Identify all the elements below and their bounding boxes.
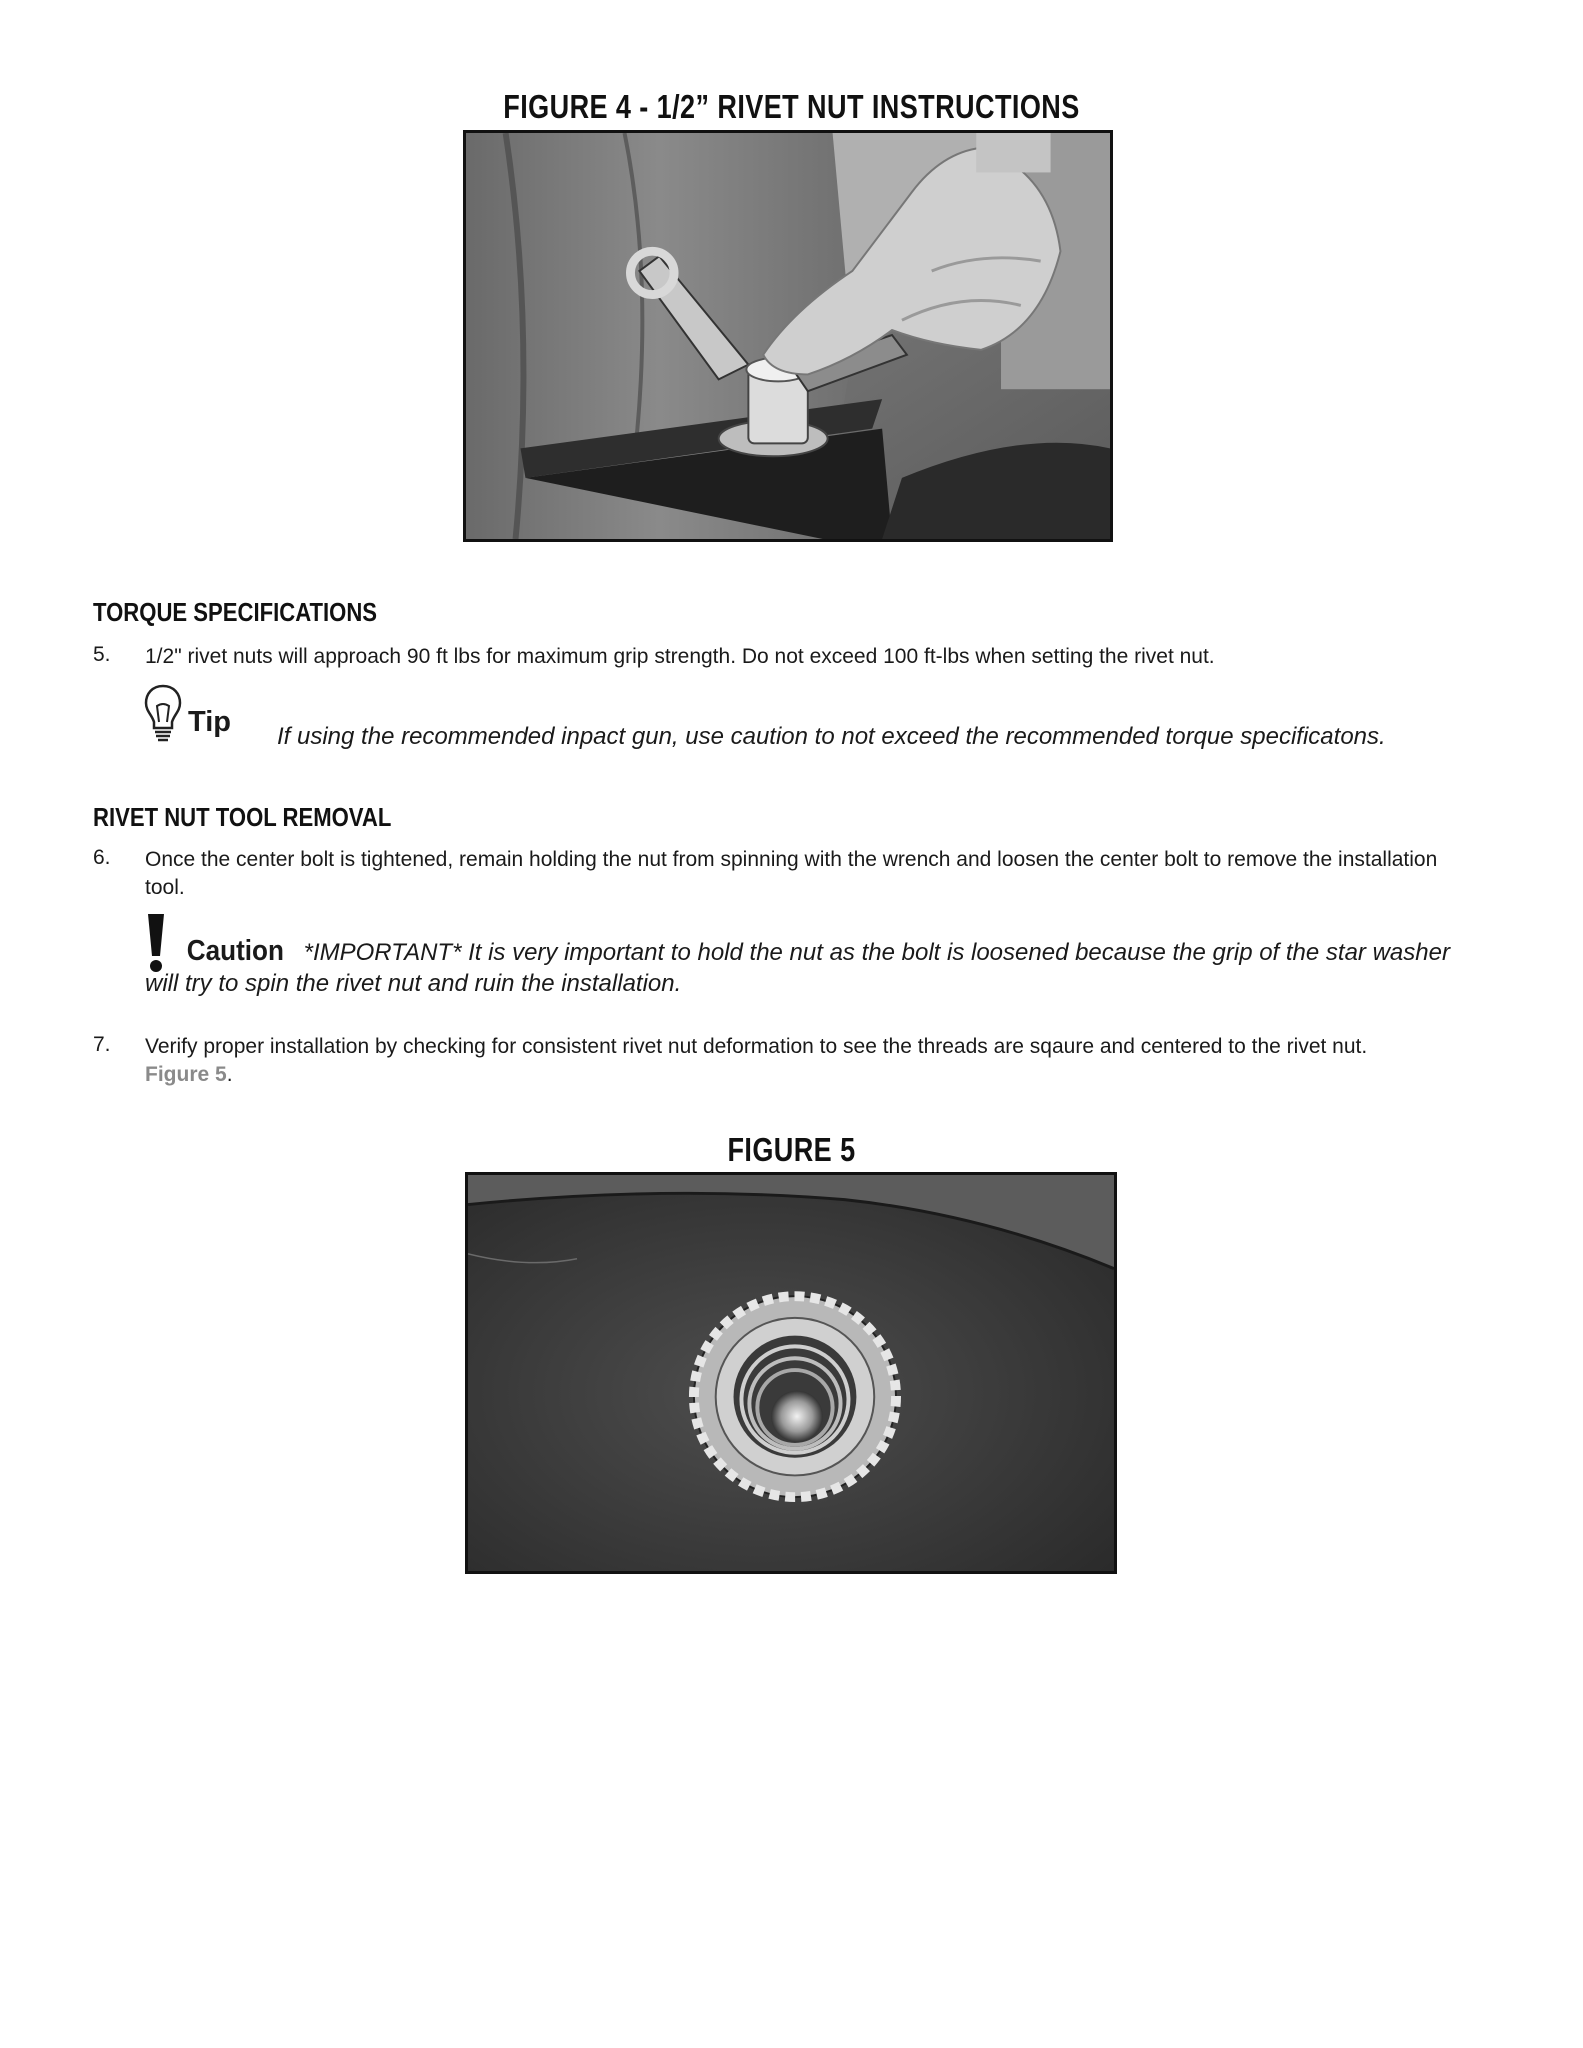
step-7-end: . [226, 1063, 233, 1086]
figure-5-link[interactable]: Figure 5 [145, 1063, 227, 1086]
step-text: Once the center bolt is tightened, remain holding the nut from spinning with the wrench and loosen the center bolt to remove the installation tool. [145, 848, 1438, 899]
tip-text: If using the recommended inpact gun, use caution to not exceed the recommended torque specificatons. [277, 723, 1386, 750]
caution-text: *IMPORTANT* It is very important to hold the nut as the bolt is loosened because the grip of the star washer will try to spin the rivet nut and ruin the installation. [145, 939, 1450, 997]
caution-label: Caution [186, 935, 284, 967]
figure-5-photo [465, 1172, 1117, 1574]
step-text: 1/2" rivet nuts will approach 90 ft lbs for maximum grip strength. Do not exceed 100 ft-lbs when setting the rivet nut. [145, 645, 1215, 668]
step-number: 7. [93, 1033, 111, 1056]
step-number: 6. [93, 846, 111, 869]
step-number: 5. [93, 643, 111, 666]
figure-5-title: FIGURE 5 [727, 1131, 856, 1168]
torque-heading: TORQUE SPECIFICATIONS [93, 597, 378, 627]
step-7-text: Verify proper installation by checking for consistent rivet nut deformation to see the threads are sqaure and centered to the rivet nut. [145, 1035, 1368, 1058]
caution-note [145, 936, 1485, 999]
figure-4-photo [463, 130, 1113, 542]
figure-4-title: FIGURE 4 - 1/2” RIVET NUT INSTRUCTIONS [503, 88, 1080, 125]
step-text [145, 1033, 1475, 1089]
lightbulb-icon [143, 682, 183, 744]
removal-heading: RIVET NUT TOOL REMOVAL [93, 802, 392, 832]
tip-label: Tip [188, 706, 231, 738]
